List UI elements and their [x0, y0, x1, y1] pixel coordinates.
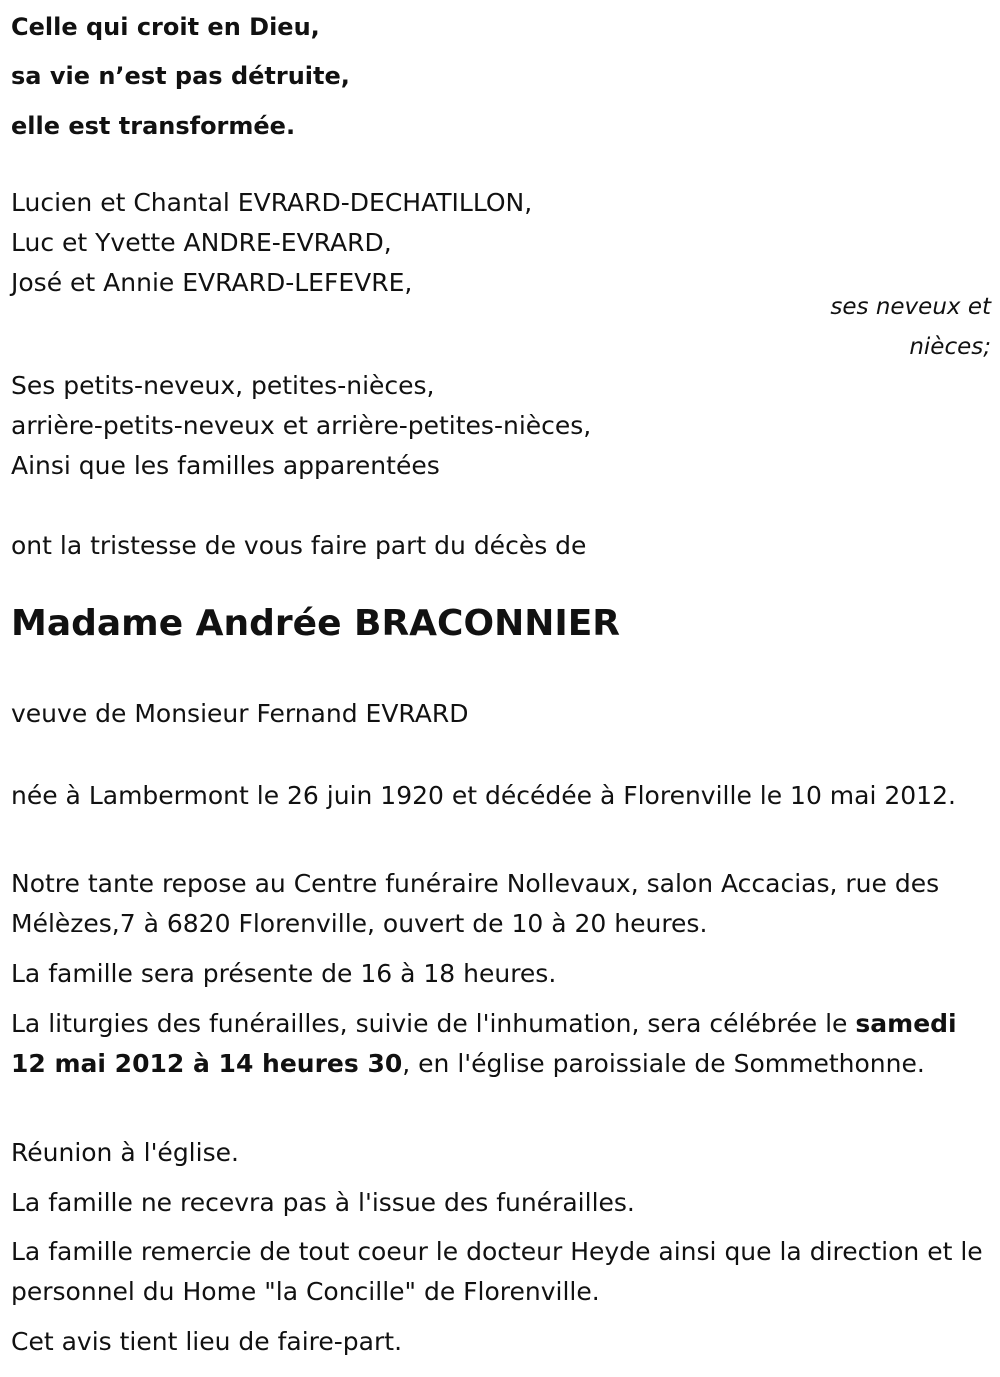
birth-death: née à Lambermont le 26 juin 1920 et décédée à Florenville le 10 mai 2012. [11, 781, 956, 810]
relatives-line-1: Ses petits-neveux, petites-nièces, [11, 371, 435, 400]
deceased-name: Madame Andrée BRACONNIER [11, 603, 621, 644]
announcement: ont la tristesse de vous faire part du décès de [11, 531, 587, 560]
nephew-line-2: Luc et Yvette ANDRE-EVRARD, [11, 228, 392, 257]
family-present: La famille sera présente de 16 à 18 heures. [11, 959, 557, 988]
nephews-role-line-1: ses neveux et [830, 294, 991, 320]
verse-line-2: sa vie n’est pas détruite, [11, 62, 350, 90]
nephew-line-3: José et Annie EVRARD-LEFEVRE, [11, 268, 413, 297]
liturgy-after: , en l'église paroissiale de Sommethonne. [402, 1049, 925, 1078]
meeting: Réunion à l'église. [11, 1138, 239, 1167]
no-reception: La famille ne recevra pas à l'issue des funérailles. [11, 1188, 635, 1217]
liturgy [11, 1004, 991, 1084]
rest-location: Notre tante repose au Centre funéraire Nollevaux, salon Accacias, rue des Mélèzes,7 à 6820 Florenville, ouvert de 10 à 20 heures. [11, 869, 940, 938]
verse-line-3: elle est transformée. [11, 112, 296, 140]
widow-of: veuve de Monsieur Fernand EVRARD [11, 699, 469, 728]
relatives-line-2: arrière-petits-neveux et arrière-petites-nièces, [11, 411, 592, 440]
closing: Cet avis tient lieu de faire-part. [11, 1327, 403, 1356]
nephew-line-1: Lucien et Chantal EVRARD-DECHATILLON, [11, 188, 533, 217]
liturgy-before: La liturgies des funérailles, suivie de l'inhumation, sera célébrée le [11, 1009, 856, 1038]
verse-line-1: Celle qui croit en Dieu, [11, 13, 320, 41]
nephews-role-line-2: nièces; [909, 334, 991, 360]
liturgy-date: samedi 12 mai 2012 à 14 heures 30 [11, 1009, 957, 1078]
thanks: La famille remercie de tout coeur le docteur Heyde ainsi que la direction et le personnel du Home "la Concille" de Florenville. [11, 1237, 983, 1306]
relatives-line-3: Ainsi que les familles apparentées [11, 451, 440, 480]
